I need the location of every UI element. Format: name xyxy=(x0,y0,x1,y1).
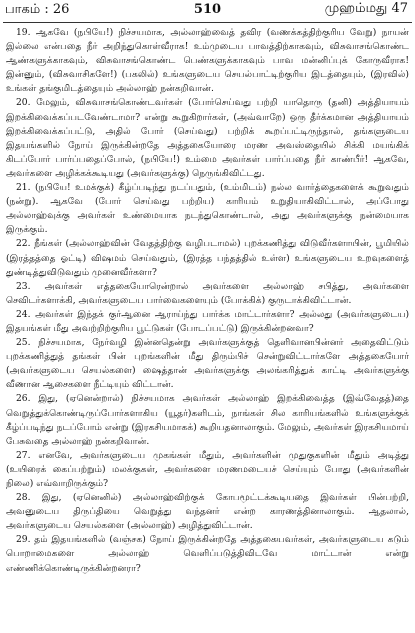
chapter-title: முஹம்மது 47 xyxy=(324,1,408,16)
page-number: 510 xyxy=(193,2,222,17)
page-header xyxy=(3,0,412,23)
verse-25: 25. நிச்சயமாக, நேர்வழி இன்னதென்று அவர்களுக்குத் தெளிவானபின்னர் அதைவிட்டும் புறக்கணித்துத் தங்கள் பின் புறங்களின் மீது திரும்பிச் சென்றுவிட்டார்களே அத்தகையோர் (அவர்களுடைய செயல்களை) ஷைத்தான் அவர்களுக்கு அலங்கரித்துக் காட்டி அவர்களுக்கு வீணான ஆசைகளை நீட்டியும் விட்டான். xyxy=(6,338,409,391)
verse-21: 21. (நபியே! உமக்குக்) கீழ்ப்படிந்து நடப்பதும், (உம்மிடம்) நல்ல வார்த்தைகளைக் கூறுவதும் (நன்று). ஆகவே (போர் செய்வது பற்றிய) காரியம் உறுதியாகிவிட்டால், அப்போது அல்லாஹ்வுக்கு அவர்கள் உண்மையாக நடந்துகொண்டால், அது அவர்களுக்கு நன்மையாக இருக்கும். xyxy=(6,183,409,236)
verse-28: 28. இது, (ஏனெனில்) அல்லாஹ்விற்குக் கோபமூட்டக்கூடியதை இவர்கள் பின்பற்றி, அவனுடைய திருப்தியை வெறுத்து வந்தனர் என்ற காரணத்தினாலாகும். ஆதலால், அவர்களுடைய செயல்களை (அல்லாஹ்) அழித்துவிட்டான். xyxy=(6,493,409,532)
verse-19: 19. ஆகவே (நபியே!) நிச்சயமாக, அல்லாஹ்வைத் தவிர (வணக்கத்திற்குரிய வேறு) நாயன் இல்லை என்பதை நீர் அறிந்துகொள்வீராக! உம்முடைய பாவத்திற்காகவும், விசுவாசங்கொண்ட ஆண்களுக்காகவும், விசுவாசங்கொண்ட பெண்களுக்காகவும் பாவ மன்னிப்புக் கோருவீராக! இன்னும், (விசுவாசிகளே!) (பகலில்) உங்களுடைய செயல்பாட்டிற்குரிய இடத்தையும், (இரவில்) உங்கள் தங்குமிடத்தையும் அல்லாஹ் நன்கறிவான். xyxy=(6,28,409,95)
verse-27: 27. எனவே, அவர்களுடைய முகங்கள் மீதும், அவர்களின் முதுகுகளின் மீதும் அடித்து (உயிரைக் கைப்பற்றும்) மலக்குகள், அவர்களை மரணமடையச் செய்யும் போது (அவர்களின் நிலை) எவ்வாறிருக்கும்? xyxy=(6,450,409,489)
verse-24: 24. அவர்கள் இந்தக் குர்ஆனை ஆராய்ந்து பார்க்க மாட்டார்களா? அல்லது (அவர்களுடைய) இதயங்கள் மீது அவற்றிற்குரிய பூட்டுகள் (போடப்பட்டு) இருக்கின்றனவா? xyxy=(6,309,409,334)
verse-23: 23. அவர்கள் எத்தகையோரென்றால் அவர்களை அல்லாஹ் சபித்து, அவர்களை செவிடர்களாக்கி, அவர்களுடைய பார்வைகளையும் (போக்கிக்) குருடாக்கிவிட்டான். xyxy=(6,281,409,306)
part-number: பாகம் : 26 xyxy=(5,2,70,17)
verse-26: 26. இது, (ஏனென்றால்) நிச்சயமாக அவர்கள் அல்லாஹ் இறக்கிவைத்த (இவ்வேதத்)தை வெறுத்துக்கொண்டிருப்போர்களாகிய (யூதர்)களிடம், நாங்கள் சில காரியங்களில் உங்களுக்குக் கீழ்ப்படிந்து நடப்போம் என்று (இரகசியமாகக்) கூறியதனாலாகும். மேலும், அவர்கள் இரகசியமாய் பேசுவதை அல்லாஹ் நன்கறிவான். xyxy=(6,394,409,447)
verse-text-body xyxy=(3,23,412,576)
verse-22: 22. நீங்கள் (அல்லாஹ்வின் வேதத்திற்கு வழிபடாமல்) புறக்கணித்து விடுவீர்களாயின், பூமியில் (இரத்தத்தை ஓட்டி) விஷமம் செய்வதும், (இரத்த பந்தத்தில் உள்ள) உங்களுடைய உறவுகளைத் துண்டித்துவிடுவதும் முனைவீர்களா? xyxy=(6,239,409,278)
verse-29: 29. தம் இதயங்களில் (வஞ்சக) நோய் இருக்கின்றதே அத்தகையவர்கள், அவர்களுடைய கடும் பொறாமைகளை அல்லாஹ் வெளிப்படுத்திவிடவே மாட்டான் என்று எண்ணிக்கொண்டிருக்கின்றனரா? xyxy=(6,535,409,574)
verse-20: 20. மேலும், விசுவாசங்கொண்டவர்கள் (போர்செய்வது பற்றி யாதொரு (தனி) அத்தியாயம் இறக்கிவைக்கப்படவேண்டாமா? என்று கூறுகிறார்கள், (அவ்வாறே) ஒரு தீர்க்கமான அத்தியாயம் இறக்கிவைக்கப்பட்டு, அதில் போர் (செய்வது) பற்றிக் கூறப்பட்டிருந்தால், தங்களுடைய இதயங்களில் நோய் இருக்கின்றதே அத்தகையோரை மரண அவஸ்தையில் சிக்கி மயங்கிக் கிடப்போர் பார்ப்பதைப்போல், (நபியே!) உம்மை அவர்கள் பார்ப்பதை நீர் காண்பீர்! ஆகவே, அவர்களை அழிக்கக்கூடியது (அவர்களுக்கு) நெருங்கிவிட்டது. xyxy=(6,98,409,179)
